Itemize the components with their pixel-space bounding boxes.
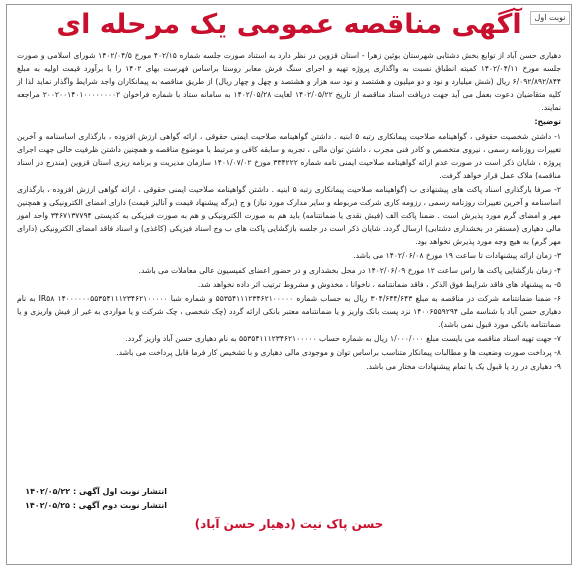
notice-item: ۴- زمان بازگشایی پاکت ها راس ساعت ۱۲ مورخ ۱۴۰۲/۰۶/۰۹ در محل بخشداری و در حضور اعضای کمیسیون عالی معاملات می باشد. bbox=[138, 265, 561, 275]
signature: حسن پاک نیت (دهیار حسن آباد) bbox=[194, 517, 384, 531]
notice-item: ۶- ضمنا ضمانتنامه شرکت در مناقصه به مبلغ ۳۰۴/۶۴۴/۶۴۳ ریال به حساب شماره ۵۵۳۵۴۱۱۱۲۳۴۶۲۱۰۰۰۰۰ و شماره شبا ۱۴۰۰۰۰۰۰۵۵۳۵۴۱۱۱۲۳۴۶۲۱۰۰۰۰۰ IR۵۸ به نام دهیاری حسن آباد با شناسه ملی ۱۴۰۰۶۵۵۹۲۹۴ نزد پست بانک واریز و یا ضمانتنامه معتبر بانکی ارائه گردد (چک شخصی ، چک شرکت و یا مواردی به غیر از فیش واریزی و یا ضمانتنامه بانکی مورد قبول نمی باشد). bbox=[17, 293, 561, 329]
notice-body bbox=[17, 49, 561, 374]
notice-round-badge: نوبت اول bbox=[530, 11, 570, 25]
notice-item: ۲- صرفا بارگذاری اسناد پاکت های پیشنهادی ب (گواهینامه صلاحیت پیمانکاری رتبه ۵ ابنیه . داشتن گواهینامه صلاحیت ایمنی حقوقی ، ارائه گواهی ارزش افزوده ، بارگذاری اساسنامه و آخرین تغییرات روزنامه رسمی ، رزومه کاری شرکت مربوطه و سایر مدارک مورد نیاز) و ج (برگه پیشنهاد قیمت و آنالیز قیمت) دارای امضای الکترونیکی و همچنین مهر و امضای گرم مورد پذیرش است . ضمنا پاکت الف (فیش نقدی یا ضمانتنامه) باید هم به صورت الکترونیکی و هم به صورت فیزیکی به کدپستی ۳۴۶۷۱۳۷۷۹۴ واحد امور مالی دهیاری (مستقر در بخشداری دشتابی) ارسال گردد. شایان ذکر است در جلسه بازگشایی پاکت های ب وج اسناد فیزیکی (کاغذی) و اسناد فاقد امضای الکترونیکی (دارای مهر گرم) به هیچ وجه مورد پذیرش نخواهد بود. bbox=[17, 184, 561, 247]
intro-paragraph: دهیاری حسن آباد از توابع بخش دشتابی شهرستان بوئین زهرا - استان قزوین در نظر دارد به استناد صورت جلسه شماره ۴۰۲/۱۵ مورخ ۱۴۰۲/۰۴/۵ شورای اسلامی و صورت جلسه مورخ ۱۴۰۲/۰۴/۱۱ کمیته انطباق نسبت به واگذاری پروژه تهیه و اجرای سنگ فرش معابر روستا براساس فهرست بهای ۱۴۰۲ را با برآورد قیمت اولیه به مبلغ ۶/۰۹۲/۸۹۲/۸۴۴ ریال (شش میلیارد و نود و دو میلیون و هشتصد و نود سه هزار و هشتصد و چهل و چهار ریال) از طریق مناقصه به پیمانکاران واجد شرایط واگذار نماید لذا از کلیه متقاضیان دعوت بعمل می آید جهت دریافت اسناد مناقصه از تاریخ ۱۴۰۲/۰۵/۲۲ لغایت ۱۴۰۲/۰۵/۲۸ به سامانه ستاد با شماره فراخوان ۲۰۰۲۰۰۱۴۰۱۰۰۰۰۰۰۰۰۲ مراجعه نمایند. bbox=[17, 51, 561, 113]
notice-item: ۹- دهیاری در رد یا قبول یک یا تمام پیشنهادات مختار می باشد. bbox=[366, 362, 561, 372]
notice-item: ۳- زمان ارائه پیشنهادات تا ساعت ۱۹ مورخ ۱۴۰۲/۰۶/۰۸ می باشد. bbox=[353, 251, 561, 261]
description-heading: توضیح: bbox=[534, 117, 561, 127]
second-publication-date: انتشار نوبت دوم آگهی : ۱۴۰۲/۰۵/۲۵ bbox=[25, 501, 167, 510]
publication-dates bbox=[25, 485, 167, 513]
notice-item: ۱- داشتن شخصیت حقوقی ، گواهینامه صلاحیت پیمانکاری رتبه ۵ ابنیه . داشتن گواهینامه صلاحیت ایمنی حقوقی ، ارائه گواهی ارزش افزوده ، بارگذاری اساسنامه و آخرین تغییرات روزنامه رسمی ، نیروی متخصص و کادر فنی مجرب ، داشتن توان مالی ، تجربه و سابقه کافی و مرتبط با موضوع مناقصه و همچنین داشتن ظرفیت خالی جهت اجرای پروژه ، شایان ذکر است در صورت عدم ارائه گواهینامه صلاحیت ایمنی نامه شماره ۳۳۴۲۲۲ مورخ ۱۴۰۱/۰۷/۰۲ سازمان مدیریت و برنامه ریزی استان قزوین (مندرج در اسناد مناقصه) ملاک عمل قرار خواهد گرفت. bbox=[17, 131, 561, 180]
notice-item: ۷- جهت تهیه اسناد مناقصه می بایست مبلغ ۱/۰۰۰/۰۰۰ ریال به شماره حساب ۵۵۳۵۴۱۱۱۲۳۴۶۲۱۰۰۰۰۰ به نام دهیاری حسن آباد واریز گردد. bbox=[125, 333, 561, 343]
notice-item: ۵- به پیشنهاد های فاقد شرایط فوق الذکر ، فاقد ضمانتنامه ، ناخوانا ، مخدوش و مشروط ترتیب اثر داده نخواهد شد. bbox=[197, 279, 561, 289]
notice-item: ۸- پرداخت صورت وضعیت ها و مطالبات پیمانکار متناسب براساس توان و موجودی مالی دهیاری و با تشخیص کار فرما قابل پرداخت می باشد. bbox=[116, 348, 561, 358]
notice-title: آگهی مناقصه عمومی یک مرحله ای bbox=[56, 9, 522, 40]
first-publication-date: انتشار نوبت اول آگهی : ۱۴۰۲/۰۵/۲۲ bbox=[25, 487, 167, 496]
tender-notice bbox=[6, 4, 572, 565]
